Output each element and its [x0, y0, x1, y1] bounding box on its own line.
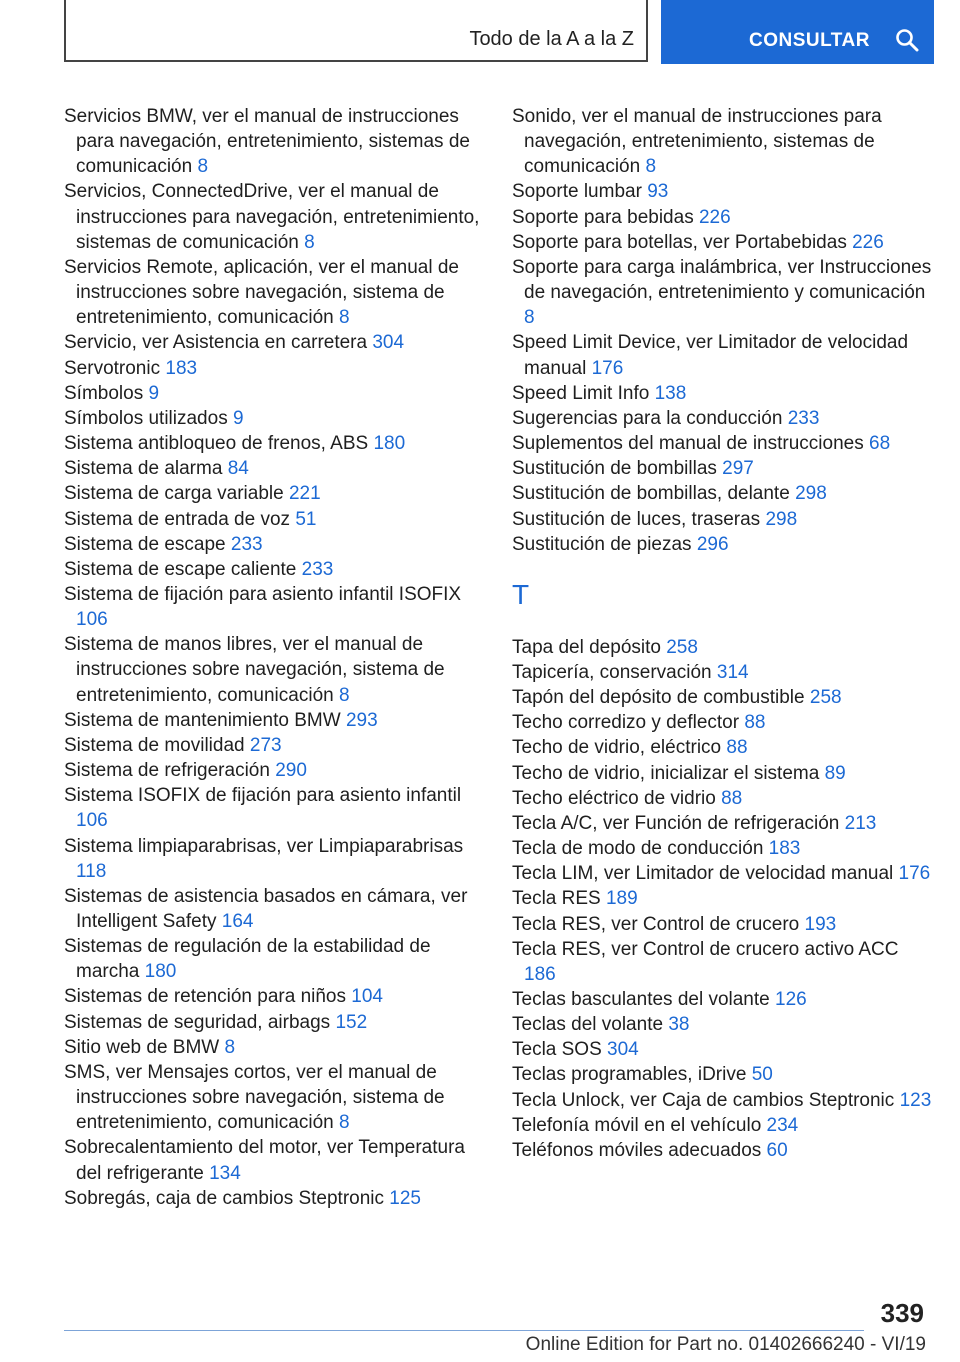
index-entry-text: Tecla Unlock, ver Caja de cambios Steptronic [512, 1089, 895, 1111]
page-reference-link[interactable]: 258 [666, 636, 698, 658]
index-entry [512, 735, 932, 760]
index-entry [64, 481, 484, 506]
page-reference-link[interactable]: 125 [389, 1187, 421, 1209]
index-entry [512, 761, 932, 786]
page-reference-link[interactable]: 226 [698, 206, 731, 228]
page-reference-link[interactable]: 298 [765, 508, 798, 530]
page-reference-link[interactable]: 68 [869, 433, 891, 455]
index-entry [512, 811, 932, 836]
page-reference-link[interactable]: 298 [795, 483, 827, 505]
index-entry-text: Sistema de fijación para asiento infantil ISOFIX [64, 583, 462, 605]
page-reference-link[interactable]: 8 [338, 307, 350, 329]
index-entry [64, 1010, 484, 1035]
index-entry [64, 406, 484, 431]
page-reference-link[interactable]: 297 [722, 458, 754, 480]
index-entry [512, 381, 932, 406]
index-entry-text: Sobrecalentamiento del motor, ver Temperatura del refrigerante [64, 1137, 465, 1184]
index-entry-text: Servicios BMW, ver el manual de instrucciones para navegación, entretenimiento, sistemas de comunicación [64, 106, 470, 178]
page-reference-link[interactable]: 213 [844, 812, 877, 834]
index-entry-text: Teléfonos móviles adecuados [512, 1139, 762, 1161]
footer-divider [64, 1330, 864, 1331]
index-entry-text: Tecla de modo de conducción [512, 838, 764, 860]
index-entry-text: Telefonía móvil en el vehículo [512, 1114, 762, 1136]
page-reference-link[interactable]: 138 [654, 382, 687, 404]
index-entry-text: Sistema limpiaparabrisas, ver Limpiaparabrisas [64, 835, 464, 857]
index-entry-text: Sistema ISOFIX de fijación para asiento infantil [64, 785, 462, 807]
index-entry-text: Sistema de manos libres, ver el manual de instrucciones sobre navegación, sistema de entretenimiento, comunicación [64, 634, 445, 706]
page-reference-link[interactable]: 8 [338, 684, 350, 706]
section-letter-heading: T [512, 578, 530, 610]
page-reference-link[interactable]: 233 [230, 533, 263, 555]
index-entry [512, 1037, 932, 1062]
page-reference-link[interactable]: 193 [804, 913, 837, 935]
index-entry [512, 987, 932, 1012]
page-reference-link[interactable]: 8 [524, 307, 535, 329]
page-reference-link[interactable]: 93 [647, 181, 669, 203]
index-entry [512, 406, 932, 431]
index-entry [64, 1035, 484, 1060]
page-reference-link[interactable]: 273 [249, 734, 282, 756]
index-entry [512, 532, 932, 557]
footer-edition: Online Edition for Part no. 01402666240 - VI/19 [525, 1334, 926, 1355]
page-reference-link[interactable]: 234 [766, 1114, 799, 1136]
page-reference-link[interactable]: 183 [768, 838, 801, 860]
index-group-t [512, 635, 932, 1163]
index-entry-text: Techo corredizo y deflector [512, 712, 740, 734]
index-entry-text: Servicios, ConnectedDrive, ver el manual de instrucciones para navegación, entretenimiento, sistemas de comunicación [64, 181, 480, 253]
page-reference-link[interactable]: 126 [775, 989, 807, 1010]
index-entry-text: Soporte para carga inalámbrica, ver Instrucciones de navegación, entretenimiento y comunicación [512, 256, 932, 304]
index-column-left [64, 104, 484, 1211]
page-reference-link[interactable]: 50 [751, 1064, 773, 1086]
index-entry [64, 934, 484, 984]
page-reference-link[interactable]: 106 [76, 810, 108, 832]
index-entry [512, 1062, 932, 1087]
index-entry-text: Sistema de refrigeración [64, 760, 270, 782]
index-entry [64, 532, 484, 557]
index-entry-text: Servotronic [64, 357, 161, 379]
page-reference-link[interactable]: 84 [227, 458, 249, 480]
page-reference-link[interactable]: 176 [898, 863, 931, 885]
index-entry-text: Tecla SOS [512, 1039, 602, 1061]
index-entry [64, 104, 484, 179]
page-reference-link[interactable]: 183 [165, 357, 198, 379]
index-entry [512, 912, 932, 937]
page-reference-link[interactable]: 118 [76, 860, 107, 882]
page-reference-link[interactable]: 104 [351, 986, 383, 1008]
index-entry [64, 984, 484, 1009]
index-entry-text: Tecla A/C, ver Función de refrigeración [512, 812, 840, 834]
index-entry [64, 356, 484, 381]
index-entry-text: Sistemas de regulación de la estabilidad de marcha [64, 936, 431, 983]
index-entry-text: Símbolos utilizados [64, 407, 228, 429]
tab-a-to-z-label: Todo de la A a la Z [469, 28, 634, 50]
index-entry-text: Soporte lumbar [512, 181, 642, 203]
index-entry [512, 1088, 932, 1113]
consult-button[interactable] [661, 0, 934, 64]
page-reference-link[interactable]: 296 [696, 533, 729, 555]
index-entry [64, 255, 484, 330]
index-entry-text: Sistema de alarma [64, 458, 223, 480]
index-entry [64, 884, 484, 934]
index-entry [512, 710, 932, 735]
index-entry-text: Tapa del depósito [512, 636, 661, 658]
index-entry [64, 834, 484, 884]
index-entry-text: Sistemas de retención para niños [64, 986, 346, 1008]
index-entry [512, 179, 932, 204]
page-reference-link[interactable]: 180 [373, 433, 406, 455]
index-entry [512, 330, 932, 380]
index-entry [64, 758, 484, 783]
index-entry-text: Techo de vidrio, inicializar el sistema [512, 762, 820, 784]
page-reference-link[interactable]: 221 [288, 483, 321, 505]
index-entry [64, 582, 484, 632]
index-entry-text: Teclas programables, iDrive [512, 1064, 747, 1086]
index-entry [512, 786, 932, 811]
index-entry-text: Sistemas de seguridad, airbags [64, 1011, 331, 1033]
index-entry [64, 507, 484, 532]
index-entry [64, 733, 484, 758]
index-entry [512, 481, 932, 506]
page-reference-link[interactable]: 106 [76, 609, 108, 631]
index-entry [64, 330, 484, 355]
index-entry-text: Tecla LIM, ver Limitador de velocidad manual [512, 863, 894, 885]
page-reference-link[interactable]: 180 [144, 961, 177, 983]
page-reference-link[interactable]: 134 [209, 1162, 241, 1184]
index-entry-text: Tecla RES [512, 888, 601, 910]
index-column-right [512, 104, 932, 1163]
index-entry-text: Sistema de escape caliente [64, 558, 297, 580]
page-reference-link[interactable]: 233 [301, 558, 334, 580]
index-entry [512, 1113, 932, 1138]
index-entry [512, 685, 932, 710]
page-reference-link[interactable]: 8 [304, 231, 315, 253]
index-entry-text: Sustitución de bombillas, delante [512, 483, 790, 505]
page-reference-link[interactable]: 304 [372, 332, 405, 354]
page-reference-link[interactable]: 176 [591, 357, 624, 379]
index-entry [512, 255, 932, 330]
index-entry-text: Speed Limit Device, ver Limitador de velocidad manual [512, 332, 909, 379]
index-entry-text: Soporte para botellas, ver Portabebidas [512, 231, 847, 253]
index-entry [64, 708, 484, 733]
page-reference-link[interactable]: 8 [338, 1112, 350, 1134]
index-entry [512, 836, 932, 861]
index-entry-text: Teclas del volante [512, 1014, 664, 1036]
index-entry-text: Techo de vidrio, eléctrico [512, 737, 722, 759]
index-entry-text: Soporte para bebidas [512, 206, 694, 228]
page-reference-link[interactable]: 152 [335, 1011, 368, 1033]
index-entry-text: Tapón del depósito de combustible [512, 687, 805, 709]
index-entry-text: Sustitución de luces, traseras [512, 508, 761, 530]
index-entry [512, 1138, 932, 1163]
page-reference-link[interactable]: 189 [605, 888, 638, 910]
index-entry-text: Sistemas de asistencia basados en cámara, ver Intelligent Safety [64, 885, 468, 932]
index-entry-text: Sugerencias para la conducción [512, 407, 783, 429]
tab-a-to-z[interactable] [64, 0, 648, 62]
index-entry-text: Tapicería, conservación [512, 661, 712, 683]
index-entry [512, 937, 932, 987]
index-entry-text: Sistema antibloqueo de frenos, ABS [64, 433, 369, 455]
page-reference-link[interactable]: 258 [809, 687, 842, 709]
index-entry [64, 179, 484, 254]
index-entry [64, 1135, 484, 1185]
index-entry-text: Teclas basculantes del volante [512, 989, 770, 1010]
index-entry [64, 431, 484, 456]
index-entry-text: SMS, ver Mensajes cortos, ver el manual de instrucciones sobre navegación, sistema de entretenimiento, comunicación [64, 1061, 445, 1134]
index-entry [512, 886, 932, 911]
page-reference-link[interactable]: 233 [787, 407, 820, 429]
index-entry [64, 381, 484, 406]
index-entry [64, 783, 484, 833]
page-reference-link[interactable]: 38 [668, 1014, 690, 1036]
page-reference-link[interactable]: 8 [645, 156, 657, 178]
index-entry-text: Sustitución de bombillas [512, 458, 717, 480]
index-entry-text: Sistema de mantenimiento BMW [64, 709, 341, 731]
index-entry [512, 431, 932, 456]
index-entry-text: Símbolos [64, 382, 144, 404]
index-entry [64, 1060, 484, 1135]
index-entry-text: Sitio web de BMW [64, 1036, 220, 1058]
page-reference-link[interactable]: 186 [524, 963, 556, 985]
index-entry [64, 1186, 484, 1211]
index-entry [512, 660, 932, 685]
index-entry-text: Tecla RES, ver Control de crucero activo ACC [512, 938, 899, 960]
index-entry [512, 635, 932, 660]
index-group-s-continued [512, 104, 932, 557]
index-entry-text: Sistema de carga variable [64, 483, 284, 505]
index-entry [64, 557, 484, 582]
page-reference-link[interactable]: 8 [197, 156, 209, 178]
page-reference-link[interactable]: 8 [224, 1036, 236, 1058]
page-reference-link[interactable]: 51 [295, 508, 317, 530]
page-reference-link[interactable]: 88 [726, 737, 748, 759]
page-reference-link[interactable]: 164 [221, 911, 254, 932]
consult-button-label: CONSULTAR [749, 30, 870, 51]
page-reference-link[interactable]: 60 [766, 1139, 788, 1161]
page-reference-link[interactable]: 226 [852, 231, 884, 253]
index-entry-text: Sistema de entrada de voz [64, 508, 291, 530]
page-reference-link[interactable]: 123 [899, 1089, 932, 1111]
page-reference-link[interactable]: 89 [824, 762, 846, 784]
index-entry-text: Servicio, ver Asistencia en carretera [64, 332, 368, 354]
index-entry-text: Sustitución de piezas [512, 533, 692, 555]
page-reference-link[interactable]: 304 [607, 1039, 639, 1061]
page-reference-link[interactable]: 9 [148, 382, 160, 404]
page-reference-link[interactable]: 293 [345, 709, 378, 731]
index-entry [512, 104, 932, 179]
index-entry [512, 456, 932, 481]
index-entry [512, 861, 932, 886]
index-entry-text: Sobregás, caja de cambios Steptronic [64, 1187, 385, 1209]
index-entry-text: Speed Limit Info [512, 382, 650, 404]
index-entry [64, 632, 484, 707]
index-entry [512, 205, 932, 230]
top-navigation [64, 0, 934, 64]
index-entry-text: Servicios Remote, aplicación, ver el manual de instrucciones sobre navegación, sistema de entretenimiento, comunicación [64, 256, 459, 329]
index-entry-text: Suplementos del manual de instrucciones [512, 433, 864, 455]
page-reference-link[interactable]: 88 [721, 787, 743, 809]
index-entry-text: Sonido, ver el manual de instrucciones para navegación, entretenimiento, sistemas de comunicación [512, 106, 882, 178]
page-reference-link[interactable]: 290 [275, 760, 307, 782]
index-entry [512, 230, 932, 255]
index-entry-text: Tecla RES, ver Control de crucero [512, 913, 800, 935]
index-entry [512, 507, 932, 532]
index-entry-text: Techo eléctrico de vidrio [512, 787, 716, 809]
index-entry [64, 456, 484, 481]
index-entry [512, 1012, 932, 1037]
index-entry-text: Sistema de escape [64, 533, 226, 555]
page-number: 339 [880, 1298, 924, 1328]
index-entry-text: Sistema de movilidad [64, 734, 245, 756]
page-reference-link[interactable]: 314 [716, 661, 749, 683]
page-reference-link[interactable]: 9 [232, 407, 244, 429]
search-icon [895, 28, 919, 52]
page-reference-link[interactable]: 88 [744, 712, 766, 734]
